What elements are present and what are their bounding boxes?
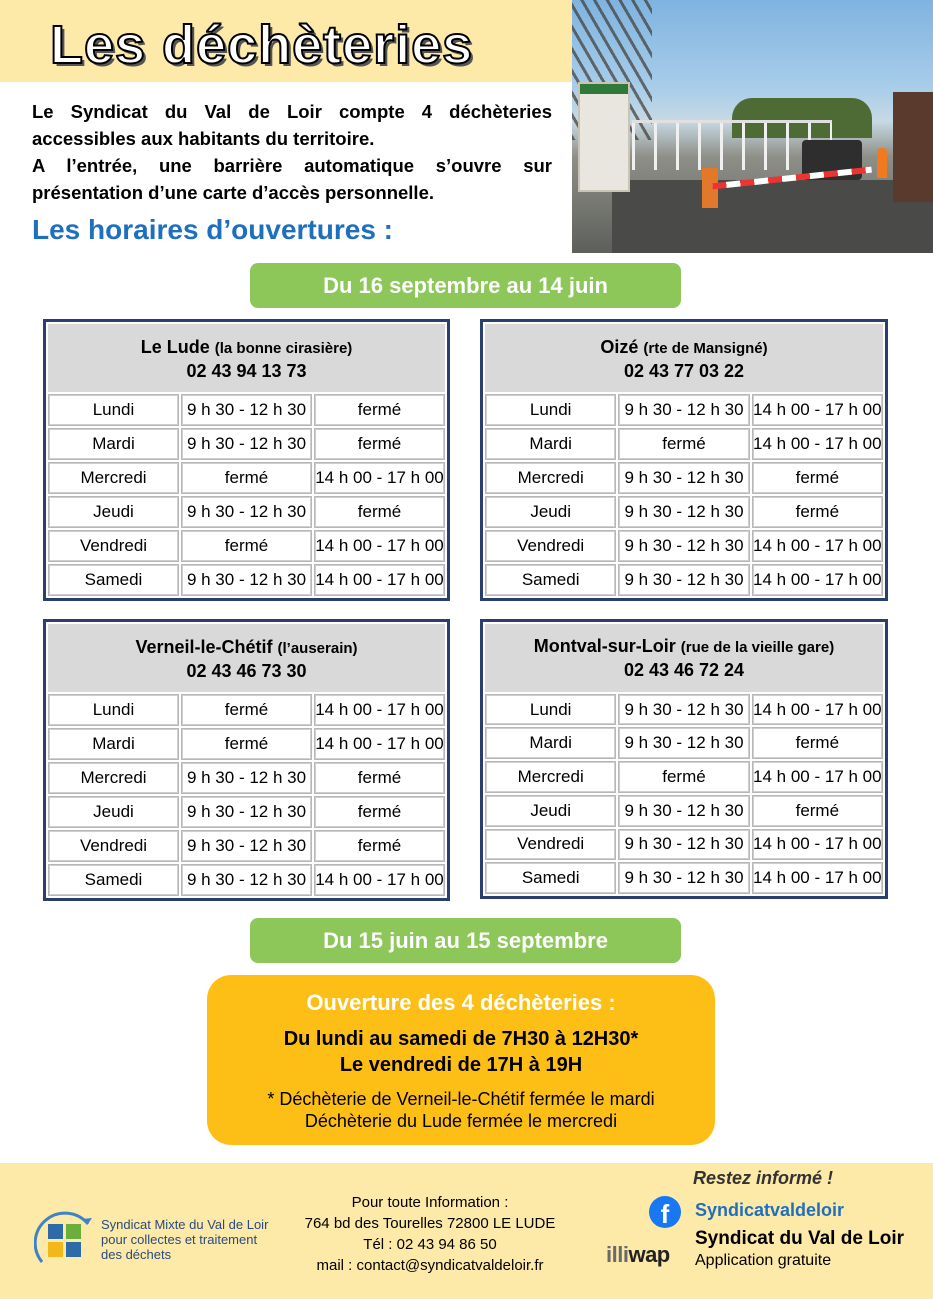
photo-safety-sign — [578, 82, 630, 192]
day-cell: Samedi — [48, 564, 179, 596]
morning-cell: 9 h 30 - 12 h 30 — [181, 864, 312, 896]
morning-cell: 9 h 30 - 12 h 30 — [618, 862, 749, 894]
summer-title: Ouverture des 4 déchèteries : — [306, 990, 616, 1015]
day-cell: Mardi — [485, 428, 616, 460]
afternoon-cell: 14 h 00 - 17 h 00 — [752, 564, 883, 596]
table-row — [48, 796, 445, 828]
site-detail: (l’auserain) — [277, 639, 358, 657]
day-cell: Lundi — [48, 694, 179, 726]
summer-note-2: Déchèterie du Lude fermée le mercredi — [304, 1111, 618, 1131]
afternoon-cell: 14 h 00 - 17 h 00 — [752, 530, 883, 562]
table-row — [48, 564, 445, 596]
contact-phone: Tél : 02 43 94 86 50 — [363, 1236, 497, 1253]
table-row — [48, 830, 445, 862]
afternoon-cell: 14 h 00 - 17 h 00 — [314, 694, 445, 726]
site-header — [485, 324, 883, 392]
table-row — [485, 795, 883, 827]
morning-cell: 9 h 30 - 12 h 30 — [618, 564, 749, 596]
schedule-table — [483, 622, 885, 896]
morning-cell: 9 h 30 - 12 h 30 — [181, 564, 312, 596]
morning-cell: 9 h 30 - 12 h 30 — [618, 530, 749, 562]
day-cell: Lundi — [485, 394, 616, 426]
morning-cell: 9 h 30 - 12 h 30 — [618, 795, 749, 827]
day-cell: Vendredi — [48, 530, 179, 562]
afternoon-cell: 14 h 00 - 17 h 00 — [314, 564, 445, 596]
stay-informed-heading: Restez informé ! — [693, 1168, 834, 1188]
table-row — [48, 394, 445, 426]
afternoon-cell: 14 h 00 - 17 h 00 — [752, 862, 883, 894]
table-row — [485, 761, 883, 793]
morning-cell: 9 h 30 - 12 h 30 — [618, 727, 749, 759]
afternoon-cell: 14 h 00 - 17 h 00 — [752, 428, 883, 460]
intro-text — [32, 98, 552, 206]
hours-heading: Les horaires d’ouvertures : — [32, 214, 394, 245]
site-phone: 02 43 46 72 24 — [623, 660, 745, 681]
site-detail: (rue de la vieille gare) — [680, 639, 835, 657]
schedule-table — [483, 322, 885, 598]
contact-heading: Pour toute Information : — [351, 1194, 509, 1211]
morning-cell: fermé — [181, 694, 312, 726]
afternoon-cell: fermé — [314, 428, 445, 460]
schedule-table — [46, 622, 447, 898]
site-header — [485, 624, 883, 692]
day-cell: Lundi — [485, 694, 616, 726]
table-row — [48, 496, 445, 528]
day-cell: Mercredi — [485, 462, 616, 494]
site-phone: 02 43 94 13 73 — [186, 360, 307, 381]
morning-cell: 9 h 30 - 12 h 30 — [181, 762, 312, 794]
logo-line-1: Syndicat Mixte du Val de Loir — [101, 1217, 269, 1232]
table-row — [485, 394, 883, 426]
afternoon-cell: fermé — [314, 496, 445, 528]
afternoon-cell: 14 h 00 - 17 h 00 — [752, 761, 883, 793]
facebook-icon[interactable]: f — [649, 1196, 681, 1228]
schedule-verneil-le-chetif — [43, 619, 450, 901]
afternoon-cell: fermé — [752, 727, 883, 759]
afternoon-cell: fermé — [314, 830, 445, 862]
afternoon-cell: fermé — [752, 462, 883, 494]
morning-cell: 9 h 30 - 12 h 30 — [181, 496, 312, 528]
table-row — [485, 428, 883, 460]
afternoon-cell: 14 h 00 - 17 h 00 — [314, 864, 445, 896]
day-cell: Mercredi — [48, 762, 179, 794]
logo-line-2: pour collectes et traitement — [101, 1232, 258, 1247]
contact-info — [270, 1192, 590, 1276]
morning-cell: fermé — [618, 428, 749, 460]
afternoon-cell: fermé — [314, 394, 445, 426]
morning-cell: 9 h 30 - 12 h 30 — [618, 462, 749, 494]
afternoon-cell: 14 h 00 - 17 h 00 — [314, 462, 445, 494]
day-cell: Samedi — [485, 862, 616, 894]
contact-address: 764 bd des Tourelles 72800 LE LUDE — [304, 1215, 556, 1232]
morning-cell: fermé — [181, 462, 312, 494]
morning-cell: 9 h 30 - 12 h 30 — [618, 496, 749, 528]
schedule-table — [46, 322, 447, 598]
app-subtitle: Application gratuite — [695, 1252, 832, 1269]
photo-road — [612, 180, 933, 253]
table-row — [485, 862, 883, 894]
morning-cell: 9 h 30 - 12 h 30 — [618, 829, 749, 861]
photo-worker — [877, 148, 887, 178]
table-row — [48, 428, 445, 460]
illiwap-logo-b: wap — [628, 1242, 670, 1267]
period-winter-badge: Du 16 septembre au 14 juin — [250, 263, 681, 308]
table-row — [48, 762, 445, 794]
summer-line-1: Du lundi au samedi de 7H30 à 12H30* — [283, 1028, 639, 1050]
app-name: Syndicat du Val de Loir — [695, 1228, 905, 1249]
illiwap-logo-a: illi — [606, 1242, 629, 1267]
morning-cell: fermé — [618, 761, 749, 793]
day-cell: Mercredi — [485, 761, 616, 793]
table-row — [485, 829, 883, 861]
morning-cell: 9 h 30 - 12 h 30 — [618, 694, 749, 726]
day-cell: Mardi — [48, 728, 179, 760]
morning-cell: fermé — [181, 728, 312, 760]
site-name: Le Lude — [140, 336, 210, 357]
summer-hours-box — [207, 975, 715, 1145]
day-cell: Jeudi — [485, 795, 616, 827]
table-row — [485, 564, 883, 596]
day-cell: Mardi — [485, 727, 616, 759]
summer-notes — [207, 1088, 715, 1132]
site-detail: (rte de Mansigné) — [643, 339, 768, 357]
site-header — [48, 324, 445, 392]
contact-email[interactable]: mail : contact@syndicatvaldeloir.fr — [316, 1257, 544, 1274]
morning-cell: 9 h 30 - 12 h 30 — [181, 428, 312, 460]
site-name: Montval-sur-Loir — [533, 636, 676, 657]
day-cell: Lundi — [48, 394, 179, 426]
illiwap-logo-icon — [606, 1242, 670, 1268]
schedule-montval-sur-loir — [480, 619, 888, 899]
table-row — [485, 462, 883, 494]
day-cell: Samedi — [485, 564, 616, 596]
day-cell: Mercredi — [48, 462, 179, 494]
day-cell: Jeudi — [485, 496, 616, 528]
table-row — [48, 462, 445, 494]
day-cell: Vendredi — [485, 530, 616, 562]
table-row — [48, 864, 445, 896]
intro-line-2: A l’entrée, une barrière automatique s’ouvre sur présentation d’une carte d’accès personnelle. — [32, 155, 552, 203]
day-cell: Jeudi — [48, 496, 179, 528]
schedule-oize — [480, 319, 888, 601]
afternoon-cell: fermé — [752, 496, 883, 528]
logo-text — [101, 1217, 268, 1262]
table-row — [485, 496, 883, 528]
afternoon-cell: fermé — [752, 795, 883, 827]
photo-building — [893, 92, 933, 202]
day-cell: Vendredi — [48, 830, 179, 862]
day-cell: Jeudi — [48, 796, 179, 828]
summer-line-2: Le vendredi de 17H à 19H — [339, 1054, 583, 1076]
site-header — [48, 624, 445, 692]
site-phone: 02 43 77 03 22 — [623, 360, 745, 381]
morning-cell: 9 h 30 - 12 h 30 — [181, 796, 312, 828]
morning-cell: 9 h 30 - 12 h 30 — [181, 394, 312, 426]
day-cell: Mardi — [48, 428, 179, 460]
table-row — [48, 694, 445, 726]
morning-cell: 9 h 30 - 12 h 30 — [181, 830, 312, 862]
table-row — [48, 728, 445, 760]
afternoon-cell: 14 h 00 - 17 h 00 — [752, 829, 883, 861]
table-row — [485, 530, 883, 562]
afternoon-cell: 14 h 00 - 17 h 00 — [314, 530, 445, 562]
afternoon-cell: fermé — [314, 762, 445, 794]
facebook-link[interactable]: Syndicatvaldeloir — [695, 1200, 845, 1220]
schedule-le-lude — [43, 319, 450, 601]
site-name: Oizé — [600, 336, 639, 357]
day-cell: Samedi — [48, 864, 179, 896]
summer-note-1: * Déchèterie de Verneil-le-Chétif fermée le mardi — [267, 1089, 655, 1109]
site-name: Verneil-le-Chétif — [135, 636, 273, 657]
afternoon-cell: 14 h 00 - 17 h 00 — [314, 728, 445, 760]
afternoon-cell: 14 h 00 - 17 h 00 — [752, 394, 883, 426]
site-phone: 02 43 46 73 30 — [186, 660, 307, 681]
recycling-center-photo — [572, 0, 933, 253]
morning-cell: fermé — [181, 530, 312, 562]
afternoon-cell: fermé — [314, 796, 445, 828]
afternoon-cell: 14 h 00 - 17 h 00 — [752, 694, 883, 726]
table-row — [485, 694, 883, 726]
table-row — [485, 727, 883, 759]
morning-cell: 9 h 30 - 12 h 30 — [618, 394, 749, 426]
syndicat-logo-icon — [34, 1210, 96, 1272]
logo-line-3: des déchets — [101, 1247, 172, 1262]
day-cell: Vendredi — [485, 829, 616, 861]
table-row — [48, 530, 445, 562]
site-detail: (la bonne cirasière) — [214, 339, 353, 357]
intro-line-1: Le Syndicat du Val de Loir compte 4 déchèteries accessibles aux habitants du territoire. — [32, 101, 552, 149]
period-summer-badge: Du 15 juin au 15 septembre — [250, 918, 681, 963]
page-title: Les déchèteries — [50, 15, 474, 75]
